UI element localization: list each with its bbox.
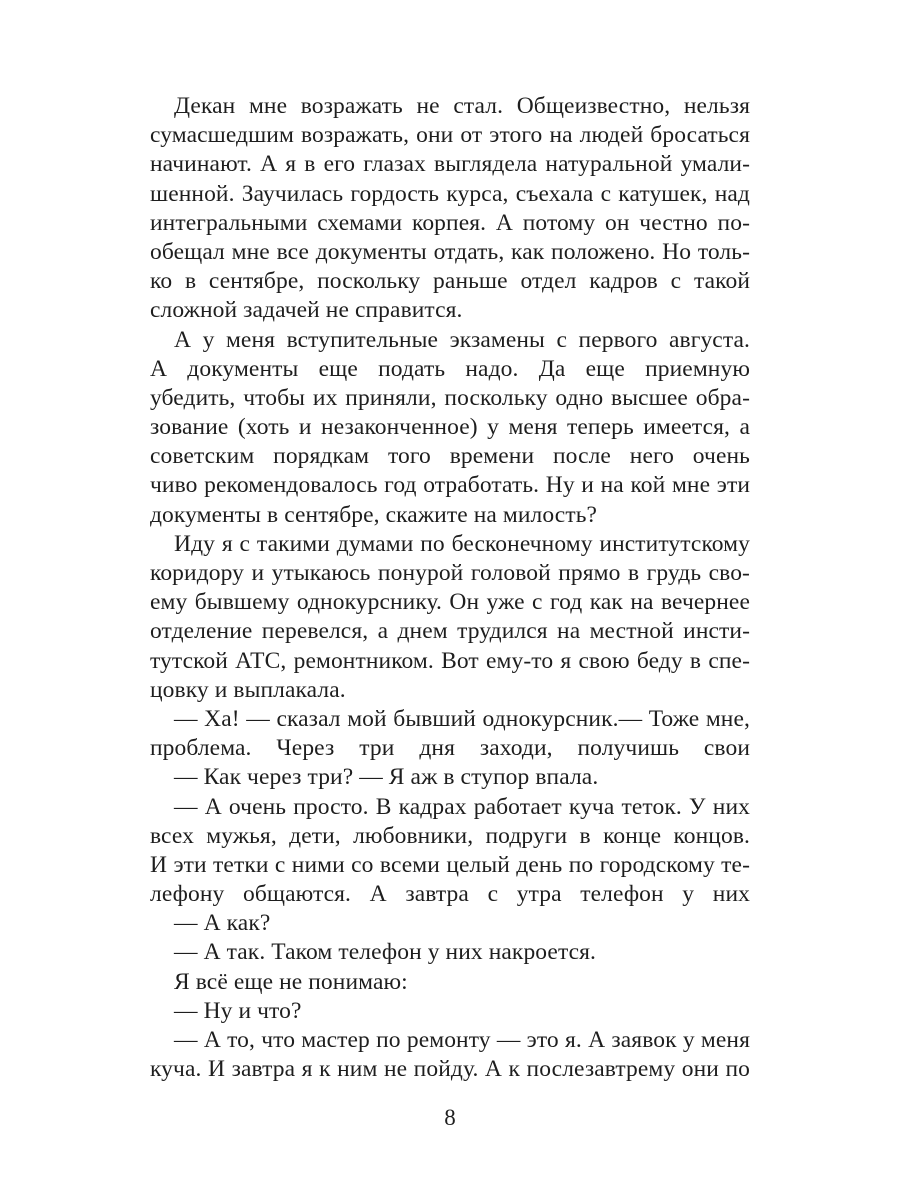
text-line: сложной задачей не справится.: [150, 297, 463, 324]
text-line: куча. И завтра я к ним не пойду. А к послезавтрему они по: [150, 1056, 750, 1083]
text-line: шенной. Заучилась гордость курса, съехала с катушек, над: [150, 180, 750, 207]
text-line: Декан мне возражать не стал. Общеизвестно, нельзя: [174, 93, 750, 119]
body-text: [150, 92, 750, 1084]
text-line: интегральными схемами корпея. А потому он честно по-: [150, 209, 750, 236]
text-line: Я всё еще не понимаю:: [174, 968, 408, 995]
text-line: — А как?: [174, 910, 271, 937]
text-line: зование (хоть и незаконченное) у меня теперь имеется, а: [150, 414, 750, 441]
text-line: — А так. Таком телефон у них накроется.: [174, 939, 597, 966]
text-line: тутской АТС, ремонтником. Вот ему-то я свою беду в спе-: [150, 647, 750, 674]
text-line: чиво рекомендовалось год отработать. Ну и на кой мне эти: [150, 472, 750, 499]
text-line: документы в сентябре, скажите на милость?: [150, 501, 598, 528]
text-line: проблема. Через три дня заходи, получишь свои: [150, 735, 750, 762]
text-line: А у меня вступительные экзамены с первого августа.: [174, 326, 750, 353]
text-line: коридору и утыкаюсь понурой головой прямо в грудь сво-: [150, 560, 750, 586]
text-line: всех мужья, дети, любовники, подруги в конце концов.: [150, 822, 750, 849]
text-line: начинают. А я в его глазах выглядела натуральной умали-: [150, 151, 750, 178]
text-line: ему бывшему однокурснику. Он уже с год как на вечернее: [150, 589, 750, 616]
text-line: лефону общаются. А завтра с утра телефон у них: [150, 881, 750, 908]
text-line: обещал мне все документы отдать, как положено. Но толь-: [150, 238, 750, 265]
text-line: — А то, что мастер по ремонту — это я. А заявок у меня: [174, 1027, 750, 1053]
text-line: ко в сентябре, поскольку раньше отдел кадров с такой: [150, 268, 750, 295]
text-line: — Ну и что?: [174, 997, 302, 1024]
text-line: Иду я с такими думами по бесконечному институтскому: [174, 530, 750, 557]
text-line: сумасшедшим возражать, они от этого на людей бросаться: [150, 122, 750, 149]
text-line: — Ха! — сказал мой бывший однокурсник.— Тоже мне,: [174, 705, 750, 732]
text-line: — А очень просто. В кадрах работает куча теток. У них: [174, 793, 750, 820]
text-line: отделение перевелся, а днем трудился на местной инсти-: [150, 618, 750, 645]
text-line: цовку и выплакала.: [150, 676, 346, 703]
text-line: советским порядкам того времени после него очень: [150, 443, 750, 470]
text-line: убедить, чтобы их приняли, поскольку одно высшее обра-: [150, 384, 750, 411]
page-number: 8: [444, 1105, 456, 1130]
text-line: А документы еще подать надо. Да еще приемную: [150, 355, 750, 382]
text-line: — Как через три? — Я аж в ступор впала.: [174, 764, 599, 791]
text-line: И эти тетки с ними со всеми целый день по городскому те-: [150, 851, 750, 878]
